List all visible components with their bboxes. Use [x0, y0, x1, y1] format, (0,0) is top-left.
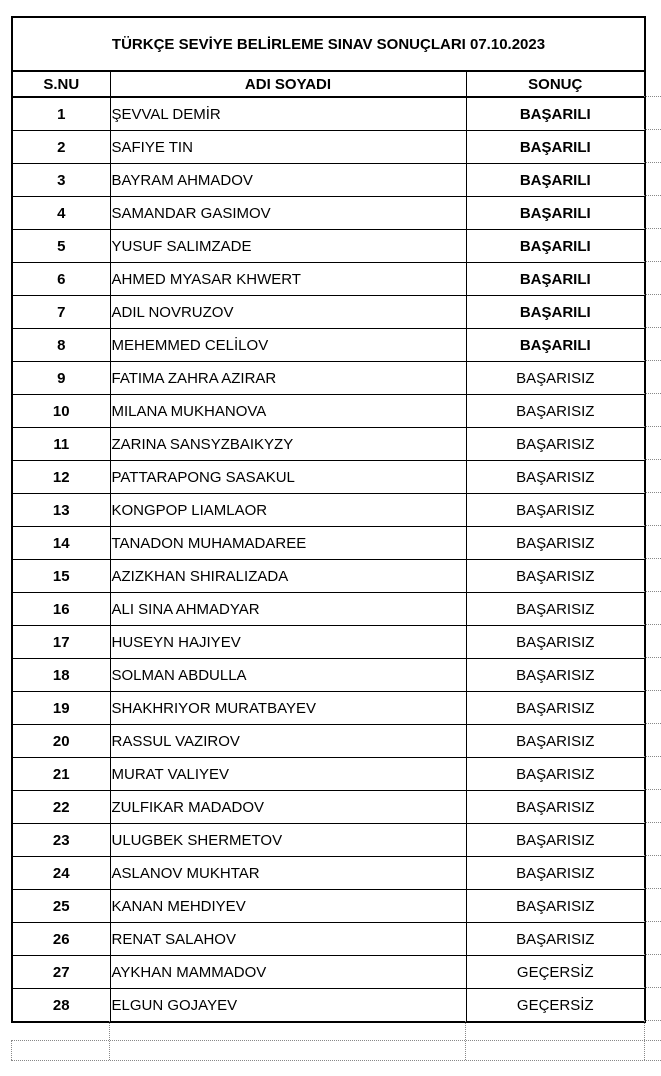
row-name: HUSEYN HAJIYEV [110, 626, 466, 659]
gridline-extension [644, 723, 661, 724]
row-result: BAŞARISIZ [466, 461, 645, 494]
row-result: BAŞARILI [466, 296, 645, 329]
row-name: KONGPOP LIAMLAOR [110, 494, 466, 527]
row-name: AYKHAN MAMMADOV [110, 956, 466, 989]
row-number: 2 [12, 131, 110, 164]
table-row [12, 989, 645, 1023]
gridline-extension [644, 822, 661, 823]
gridline-extension [644, 657, 661, 658]
gridline-extension [644, 426, 661, 427]
table-row [12, 329, 645, 362]
row-result: BAŞARILI [466, 263, 645, 296]
row-name: FATIMA ZAHRA AZIRAR [110, 362, 466, 395]
row-result: BAŞARISIZ [466, 362, 645, 395]
row-number: 22 [12, 791, 110, 824]
table-row [12, 890, 645, 923]
row-result: BAŞARILI [466, 230, 645, 263]
gridline-extension [644, 525, 661, 526]
row-name: ŞEVVAL DEMİR [110, 97, 466, 131]
row-name: SAFIYE TIN [110, 131, 466, 164]
row-result: BAŞARISIZ [466, 593, 645, 626]
row-name: TANADON MUHAMADAREE [110, 527, 466, 560]
table-row [12, 164, 645, 197]
row-name: RASSUL VAZIROV [110, 725, 466, 758]
table-row [12, 527, 645, 560]
gridline-extension [644, 261, 661, 262]
table-row [12, 659, 645, 692]
gridline-extension [644, 492, 661, 493]
row-result: BAŞARISIZ [466, 791, 645, 824]
empty-row [11, 1021, 661, 1041]
row-result: BAŞARILI [466, 197, 645, 230]
table-row [12, 626, 645, 659]
row-name: RENAT SALAHOV [110, 923, 466, 956]
row-number: 10 [12, 395, 110, 428]
table-row [12, 692, 645, 725]
row-number: 26 [12, 923, 110, 956]
table-row [12, 395, 645, 428]
gridline-extension [644, 393, 661, 394]
row-name: ZARINA SANSYZBAIKYZY [110, 428, 466, 461]
table-row [12, 494, 645, 527]
gridline-extension [644, 360, 661, 361]
header-row [12, 71, 645, 97]
gridline-extension [644, 690, 661, 691]
gridline-extension [644, 327, 661, 328]
row-result: BAŞARISIZ [466, 857, 645, 890]
row-number: 18 [12, 659, 110, 692]
table-row [12, 791, 645, 824]
row-name: PATTARAPONG SASAKUL [110, 461, 466, 494]
row-number: 9 [12, 362, 110, 395]
table-row [12, 560, 645, 593]
table-row [12, 230, 645, 263]
gridline-extension [644, 162, 661, 163]
sheet-title: TÜRKÇE SEVİYE BELİRLEME SINAV SONUÇLARI 07.10.2023 [11, 16, 646, 71]
table-row [12, 296, 645, 329]
empty-rows [11, 1021, 661, 1061]
row-number: 28 [12, 989, 110, 1023]
row-result: BAŞARISIZ [466, 758, 645, 791]
gridline-extension [644, 558, 661, 559]
row-number: 16 [12, 593, 110, 626]
row-name: ADIL NOVRUZOV [110, 296, 466, 329]
row-number: 8 [12, 329, 110, 362]
table-row [12, 197, 645, 230]
row-result: BAŞARILI [466, 329, 645, 362]
table-row [12, 593, 645, 626]
row-number: 25 [12, 890, 110, 923]
row-number: 24 [12, 857, 110, 890]
row-result: BAŞARISIZ [466, 494, 645, 527]
row-number: 27 [12, 956, 110, 989]
table-row [12, 824, 645, 857]
gridline-extension [644, 294, 661, 295]
gridline-extension [644, 888, 661, 889]
gridline-extension [644, 129, 661, 130]
table-row [12, 923, 645, 956]
row-name: BAYRAM AHMADOV [110, 164, 466, 197]
row-number: 13 [12, 494, 110, 527]
row-result: BAŞARISIZ [466, 659, 645, 692]
row-name: ELGUN GOJAYEV [110, 989, 466, 1023]
results-table [11, 70, 646, 1023]
row-name: SOLMAN ABDULLA [110, 659, 466, 692]
gridline-extension [644, 987, 661, 988]
row-number: 7 [12, 296, 110, 329]
table-row [12, 428, 645, 461]
row-number: 1 [12, 97, 110, 131]
table-row [12, 263, 645, 296]
row-name: SHAKHRIYOR MURATBAYEV [110, 692, 466, 725]
gridline-extension [644, 954, 661, 955]
table-row [12, 956, 645, 989]
table-row [12, 362, 645, 395]
row-number: 4 [12, 197, 110, 230]
row-result: BAŞARILI [466, 164, 645, 197]
row-result: BAŞARISIZ [466, 527, 645, 560]
table-row [12, 725, 645, 758]
row-result: BAŞARISIZ [466, 890, 645, 923]
row-name: AZIZKHAN SHIRALIZADA [110, 560, 466, 593]
row-number: 20 [12, 725, 110, 758]
row-result: BAŞARILI [466, 131, 645, 164]
column-header-name: ADI SOYADI [110, 71, 466, 97]
table-row [12, 97, 645, 131]
row-number: 12 [12, 461, 110, 494]
results-body [12, 97, 645, 1022]
row-name: MILANA MUKHANOVA [110, 395, 466, 428]
row-result: BAŞARISIZ [466, 725, 645, 758]
row-number: 15 [12, 560, 110, 593]
row-name: MEHEMMED CELİLOV [110, 329, 466, 362]
gridline-extension [644, 624, 661, 625]
gridline-extension [644, 195, 661, 196]
row-name: SAMANDAR GASIMOV [110, 197, 466, 230]
table-row [12, 857, 645, 890]
row-name: ASLANOV MUKHTAR [110, 857, 466, 890]
row-name: AHMED MYASAR KHWERT [110, 263, 466, 296]
row-result: BAŞARISIZ [466, 560, 645, 593]
row-name: ULUGBEK SHERMETOV [110, 824, 466, 857]
row-name: MURAT VALIYEV [110, 758, 466, 791]
gridline-extension [644, 459, 661, 460]
row-result: BAŞARISIZ [466, 428, 645, 461]
gridline-extension [644, 228, 661, 229]
row-number: 23 [12, 824, 110, 857]
row-number: 17 [12, 626, 110, 659]
row-name: ALI SINA AHMADYAR [110, 593, 466, 626]
gridline-extension [644, 96, 661, 97]
gridline-extension [644, 855, 661, 856]
row-name: ZULFIKAR MADADOV [110, 791, 466, 824]
row-result: BAŞARISIZ [466, 824, 645, 857]
row-name: YUSUF SALIMZADE [110, 230, 466, 263]
row-result: BAŞARISIZ [466, 692, 645, 725]
row-number: 21 [12, 758, 110, 791]
row-number: 3 [12, 164, 110, 197]
row-name: KANAN MEHDIYEV [110, 890, 466, 923]
table-row [12, 758, 645, 791]
empty-row [11, 1041, 661, 1061]
table-row [12, 131, 645, 164]
gridline-extension [644, 789, 661, 790]
row-number: 19 [12, 692, 110, 725]
gridline-extension [644, 756, 661, 757]
row-result: BAŞARISIZ [466, 923, 645, 956]
gridline-extension [644, 921, 661, 922]
row-result: GEÇERSİZ [466, 956, 645, 989]
row-number: 11 [12, 428, 110, 461]
row-number: 5 [12, 230, 110, 263]
table-row [12, 461, 645, 494]
row-result: BAŞARISIZ [466, 395, 645, 428]
column-header-number: S.NU [12, 71, 110, 97]
row-number: 6 [12, 263, 110, 296]
row-result: BAŞARISIZ [466, 626, 645, 659]
row-result: GEÇERSİZ [466, 989, 645, 1023]
row-number: 14 [12, 527, 110, 560]
row-result: BAŞARILI [466, 97, 645, 131]
gridline-extension [644, 591, 661, 592]
column-header-result: SONUÇ [466, 71, 645, 97]
